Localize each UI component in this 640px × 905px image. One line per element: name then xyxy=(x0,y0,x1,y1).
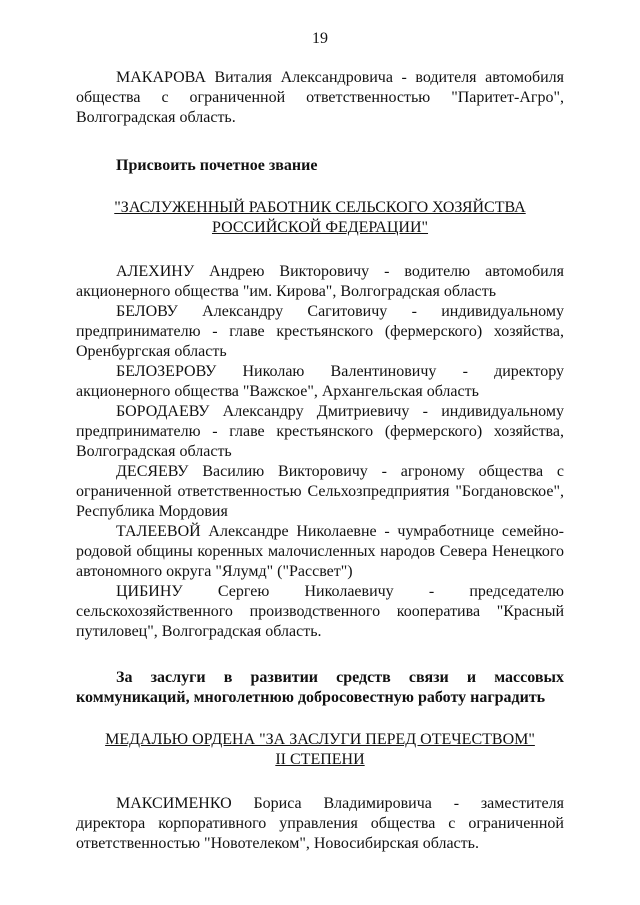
award-entry: ДЕСЯЕВУ Василию Викторовичу - агроному общества с ограниченной ответственностью Сельхозпредприятия "Богдановское", Республика Мордовия xyxy=(76,463,564,520)
award-entry: МАКСИМЕНКО Бориса Владимировича - заместителя директора корпоративного управления общества с ограниченной ответственностью "Новотелеком", Новосибирская область. xyxy=(76,795,564,852)
section1-heading: Присвоить почетное звание xyxy=(116,157,318,174)
award-entry: БОРОДАЕВУ Александру Дмитриевичу - индивидуальному предпринимателю - главе крестьянского (фермерского) хозяйства, Волгоградская область xyxy=(76,403,564,460)
award-entry: ЦИБИНУ Сергею Николаевичу - председателю сельскохозяйственного производственного кооператива "Красный путиловец", Волгоградская область. xyxy=(76,583,564,640)
award-entry-makarova: МАКАРОВА Виталия Александровича - водителя автомобиля общества с ограниченной ответственностью "Паритет-Агро", Волгоградская область. xyxy=(76,69,564,126)
page-number: 19 xyxy=(312,30,328,47)
document-body xyxy=(76,68,564,854)
section1-award-title-line1: "ЗАСЛУЖЕННЫЙ РАБОТНИК СЕЛЬСКОГО ХОЗЯЙСТВА xyxy=(114,199,526,216)
section2-award-title-line2: II СТЕПЕНИ xyxy=(275,751,365,768)
section2-heading: За заслуги в развитии средств связи и массовых коммуникаций, многолетнюю добросовестную работу наградить xyxy=(76,669,564,706)
award-entry: БЕЛОВУ Александру Сагитовичу - индивидуальному предпринимателю - главе крестьянского (фермерского) хозяйства, Оренбургская область xyxy=(76,303,564,360)
award-entry: ТАЛЕЕВОЙ Александре Николаевне - чумработнице семейно-родовой общины коренных малочисленных народов Севера Ненецкого автономного округа "Ялумд" ("Рассвет") xyxy=(76,523,564,580)
award-entry: БЕЛОЗЕРОВУ Николаю Валентиновичу - директору акционерного общества "Важское", Архангельская область xyxy=(76,363,564,400)
section2-award-title-line1: МЕДАЛЬЮ ОРДЕНА "ЗА ЗАСЛУГИ ПЕРЕД ОТЕЧЕСТВОМ" xyxy=(105,731,535,748)
award-entry: АЛЕХИНУ Андрею Викторовичу - водителю автомобиля акционерного общества "им. Кирова", Волгоградская область xyxy=(76,263,564,300)
section1-award-title-line2: РОССИЙСКОЙ ФЕДЕРАЦИИ" xyxy=(211,219,429,236)
